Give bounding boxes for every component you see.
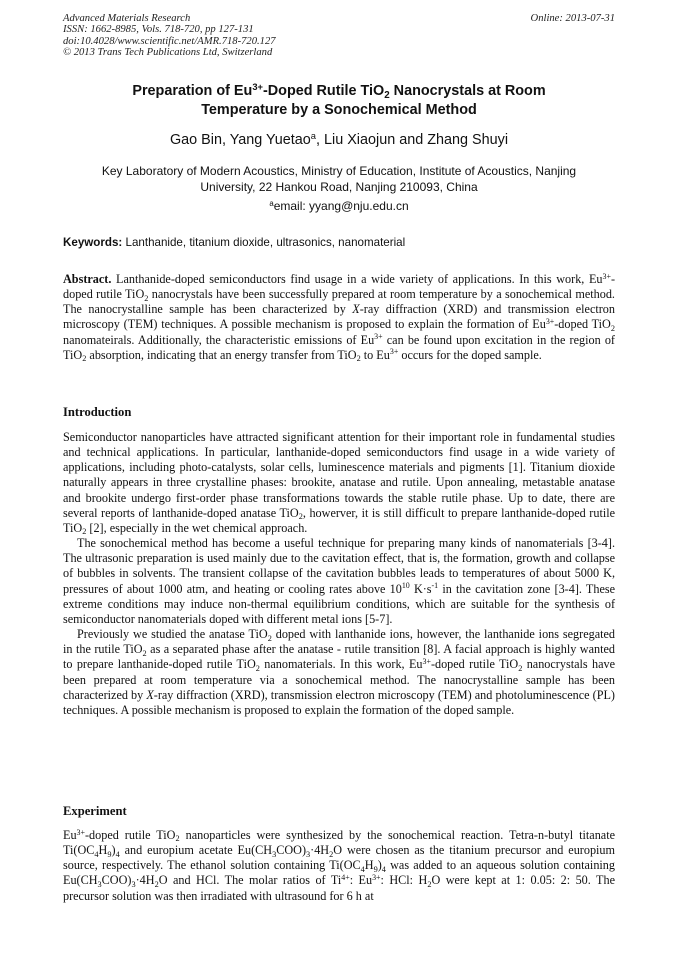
text-run: and europium acetate Eu(CH	[119, 843, 273, 858]
intro-paragraph-1	[63, 430, 615, 536]
author-text: Gao Bin, Yang Yuetao	[169, 132, 311, 148]
text-run: doped with lanthanide ions, however, the lanthanide ions segregated in the rutile TiO	[63, 627, 615, 657]
sup-run: 3+	[374, 332, 383, 342]
text-run: Semiconductor nanoparticles have attracted significant attention for their important role in fundamental studies and technical applications. In particular, lanthanide-doped semiconductors find usage in a wide variety of applications, including photo-catalysts, solar cells, luminescence materials and pigments [1]. Titanium dioxide naturally appears in three crystalline phases: brookite, anatase and rutile. Upon annealing, metastable anatase and brookite undergo first-order phase transformations towards the stable rutile phase. Up to date, there are several reports of lanthanide-doped anatase TiO	[63, 430, 615, 520]
text-run: , howerver, it is still difficult to prepare lanthanide-doped rutile TiO	[63, 505, 616, 535]
author-text: , Liu Xiaojun and Zhang Shuyi	[316, 132, 509, 148]
text-run: [2], especially in the wet chemical approach.	[86, 520, 308, 535]
sub-run: 2	[175, 834, 180, 844]
affiliation	[70, 164, 608, 195]
intro-paragraph-2	[63, 536, 615, 627]
title-sup: 3+	[252, 81, 263, 92]
issn-line: ISSN: 1662-8985, Vols. 718-720, pp 127-131	[63, 24, 254, 36]
text-run: ·4H	[310, 843, 330, 858]
sub-run: 2	[142, 648, 147, 658]
text-run: : HCl: H	[380, 873, 428, 888]
introduction-section	[63, 430, 615, 718]
text-run: COO)	[101, 873, 132, 888]
text-run: : Eu	[349, 873, 373, 888]
paper-title	[40, 82, 638, 120]
sub-run: 2	[82, 527, 87, 537]
sup-run: 3+	[545, 317, 555, 327]
text-run: O were chosen as the titanium precursor and europium source, respectively. The ethanol solution containing Ti(OC	[63, 843, 616, 873]
text-run: -doped rutile TiO	[430, 657, 519, 672]
sup-run: 3+	[76, 827, 85, 837]
abstract-paragraph	[63, 272, 615, 363]
text-run: )	[111, 843, 116, 858]
sub-run: 2	[154, 879, 159, 889]
sub-run: 4	[381, 864, 386, 874]
text-run: was added to an aqueous solution containing Eu(CH	[63, 858, 615, 888]
sup-run: 4+	[341, 873, 350, 883]
copyright-line: © 2013 Trans Tech Publications Ltd, Switzerland	[63, 47, 273, 59]
sub-run: 2	[610, 323, 616, 333]
email	[70, 199, 608, 214]
sub-run: 4	[94, 849, 99, 859]
text-run: nanomaterials. In this work, Eu	[259, 657, 423, 672]
sub-run: 3	[131, 879, 136, 889]
abstract	[63, 272, 615, 363]
text-run: as a separated phase after the anatase - rutile transition [8]. A facial approach is highly wanted to prepare lanthanide-doped rutile TiO	[63, 642, 615, 672]
text-run: Eu	[63, 828, 77, 842]
text-run: absorption, indicating that an energy transfer from TiO	[86, 347, 357, 362]
experiment-paragraph	[63, 828, 615, 904]
text-run: The sonochemical method has become a useful technique for preparing many kinds of nanomaterials [3-4]. The ultrasonic preparation is used mainly due to the cavitation effect, that is, the formation, growth and collapse of bubbles in solvents. The transient collapse of the cavitation bubbles leads to temperatures of about 5000 K, pressures of about 1000 atm, and heating or cooling rates above 10	[63, 536, 615, 596]
title-line-2: Temperature by a Sonochemical Method	[201, 102, 477, 118]
sup-run: -1	[431, 581, 439, 591]
keywords	[63, 235, 615, 250]
sup-run: 3+	[389, 347, 399, 357]
title-text: -Doped Rutile TiO	[262, 83, 385, 99]
text-run: nanocrystals have been successfully prepared at room temperature by a sonochemical method. The nanocrystalline sample has been characterized by	[63, 287, 615, 317]
sub-run: 4	[360, 864, 365, 874]
text-run: H	[364, 858, 374, 873]
text-run: Lanthanide-doped semiconductors find usage in a wide variety of applications. In this work, Eu	[111, 272, 603, 286]
experiment-section	[63, 828, 615, 904]
sub-run: 2	[82, 354, 87, 364]
text-run: -doped TiO	[554, 317, 611, 332]
author-sup: a	[310, 130, 316, 141]
sub-run: 2	[144, 293, 149, 303]
abstract-label: Abstract.	[63, 272, 112, 286]
doi-line: doi:10.4028/www.scientific.net/AMR.718-720.127	[63, 35, 276, 47]
italic-run: X	[352, 302, 360, 317]
sub-run: 2	[518, 663, 523, 673]
email-sup: a	[269, 198, 274, 208]
affiliation-line: Key Laboratory of Modern Acoustics, Ministry of Education, Institute of Acoustics, Nanjing	[101, 164, 577, 178]
text-run: in the cavitation zone [3-4]. These extreme conditions may induce non-thermal equilibrium conditions, which are suitable for the synthesis of semiconductor nanomaterials doped with different metal ions [5-7].	[63, 581, 616, 626]
section-heading-introduction: Introduction	[63, 405, 132, 419]
sup-run: 3+	[372, 873, 381, 883]
sup-run: 3+	[602, 271, 611, 281]
sup-run: 10	[401, 581, 410, 591]
title-text: Nanocrystals at Room	[389, 83, 546, 99]
sub-run: 2	[356, 354, 361, 364]
text-run: occurs for the doped sample.	[398, 347, 542, 362]
text-run: nanoparticles were synthesized by the sonochemical reaction. Tetra-n-butyl titanate Ti(OC	[63, 828, 616, 858]
text-run: ·4H	[135, 873, 155, 888]
text-run: O were kept at 1: 0.05: 2: 50. The precursor solution was then irradiated with ultrasound for 6 h at	[63, 873, 616, 903]
sub-run: 9	[107, 849, 112, 859]
journal-name: Advanced Materials Research	[63, 13, 191, 24]
sub-run: 9	[373, 864, 378, 874]
text-run: )	[377, 858, 382, 873]
italic-run: X	[146, 687, 154, 702]
text-run: K·s	[409, 581, 432, 596]
text-run: O and HCl. The molar ratios of Ti	[158, 873, 342, 888]
text-run: H	[98, 843, 108, 858]
section-heading-experiment: Experiment	[63, 804, 127, 818]
text-run: -ray diffraction (XRD), transmission electron microscopy (TEM) and photoluminescence (PL) techniques. A possible mechanism is proposed to explain the formation of the doped sample.	[63, 687, 615, 717]
text-run: Previously we studied the anatase TiO	[77, 627, 268, 642]
keywords-text: Lanthanide, titanium dioxide, ultrasonics, nanomaterial	[122, 236, 406, 249]
sub-run: 2	[427, 879, 432, 889]
title-sub: 2	[384, 89, 390, 101]
sub-run: 2	[329, 849, 334, 859]
author-list	[40, 131, 638, 149]
sub-run: 2	[267, 633, 272, 643]
sub-run: 3	[272, 849, 277, 859]
email-text: email: yyang@nju.edu.cn	[273, 199, 409, 213]
sub-run: 3	[97, 879, 102, 889]
online-date: Online: 2013-07-31	[530, 13, 615, 24]
journal-header	[63, 13, 615, 59]
text-run: nanomateirals. Additionally, the characteristic emissions of Eu	[63, 332, 375, 347]
sub-run: 2	[255, 663, 260, 673]
text-run: nanocrystals have been prepared at room temperature via a sonochemical method. The nanocrystalline sample has been characterized by	[63, 657, 615, 702]
text-run: can be found upon excitation in the region of TiO	[63, 332, 615, 362]
text-run: to Eu	[360, 347, 390, 362]
sup-run: 3+	[422, 656, 431, 666]
text-run: -doped rutile TiO	[63, 272, 615, 302]
intro-paragraph-3	[63, 627, 615, 718]
sub-run: 3	[306, 849, 311, 859]
affiliation-line: University, 22 Hankou Road, Nanjing 210093, China	[200, 179, 478, 194]
text-run: COO)	[276, 843, 307, 858]
title-text: Preparation of Eu	[132, 83, 253, 99]
text-run: -ray diffraction (XRD) and transmission electron microscopy (TEM) techniques. A possible mechanism is proposed to explain the formation of Eu	[63, 302, 615, 332]
text-run: -doped rutile TiO	[84, 828, 176, 842]
keywords-label: Keywords:	[63, 236, 123, 249]
sub-run: 4	[115, 849, 120, 859]
sub-run: 2	[298, 512, 303, 522]
